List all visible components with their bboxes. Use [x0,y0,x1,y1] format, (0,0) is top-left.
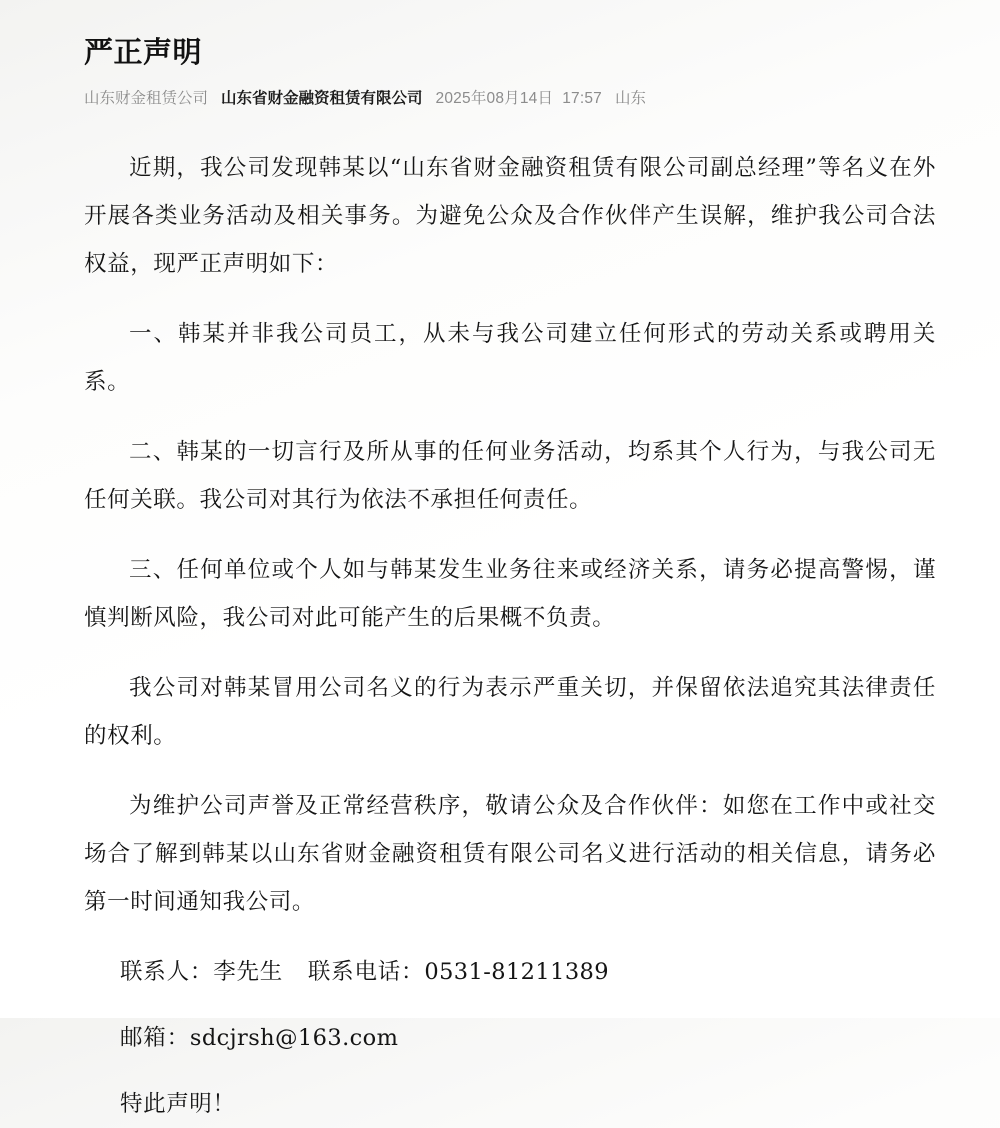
page-title: 严正声明 [84,37,203,69]
paragraph-item-2: 二、韩某的一切言行及所从事的任何业务活动，均系其个人行为，与我公司无任何关联。我公司对其行为依法不承担任何责任。 [84,439,936,513]
meta-source-account[interactable]: 山东财金租赁公司 [84,90,209,107]
meta-region: 山东 [615,90,647,107]
meta-publish-date: 2025年08月14日 [435,90,554,107]
document-meta [84,88,936,110]
contact-email-label: 邮箱： [120,1025,190,1051]
closing-line: 特此声明！ [120,1091,236,1117]
email-line [84,1014,936,1062]
contact-phone-label: 联系电话： [307,959,425,985]
statement-body [84,144,936,1128]
contact-line [84,948,936,996]
meta-organization: 山东省财金融资租赁有限公司 [221,90,423,107]
contact-phone-value[interactable]: 0531-81211389 [424,959,609,985]
contact-email-value[interactable]: sdcjrsh@163.com [189,1025,399,1051]
paragraph-item-1: 一、韩某并非我公司员工，从未与我公司建立任何形式的劳动关系或聘用关系。 [84,321,936,395]
paragraph-legal-reservation: 我公司对韩某冒用公司名义的行为表示严重关切，并保留依法追究其法律责任的权利。 [84,675,936,749]
paragraph-public-notice: 为维护公司声誉及正常经营秩序，敬请公众及合作伙伴：如您在工作中或社交场合了解到韩某以山东省财金融资租赁有限公司名义进行活动的相关信息，请务必第一时间通知我公司。 [84,793,936,915]
contact-person-label: 联系人： [120,959,214,985]
paragraph-intro: 近期，我公司发现韩某以“山东省财金融资租赁有限公司副总经理”等名义在外开展各类业务活动及相关事务。为避免公众及合作伙伴产生误解，维护我公司合法权益，现严正声明如下： [84,155,936,277]
contact-person-value: 李先生 [213,959,284,985]
meta-publish-time: 17:57 [562,90,602,107]
paragraph-item-3: 三、任何单位或个人如与韩某发生业务往来或经济关系，请务必提高警惕，谨慎判断风险，我公司对此可能产生的后果概不负责。 [84,557,936,631]
